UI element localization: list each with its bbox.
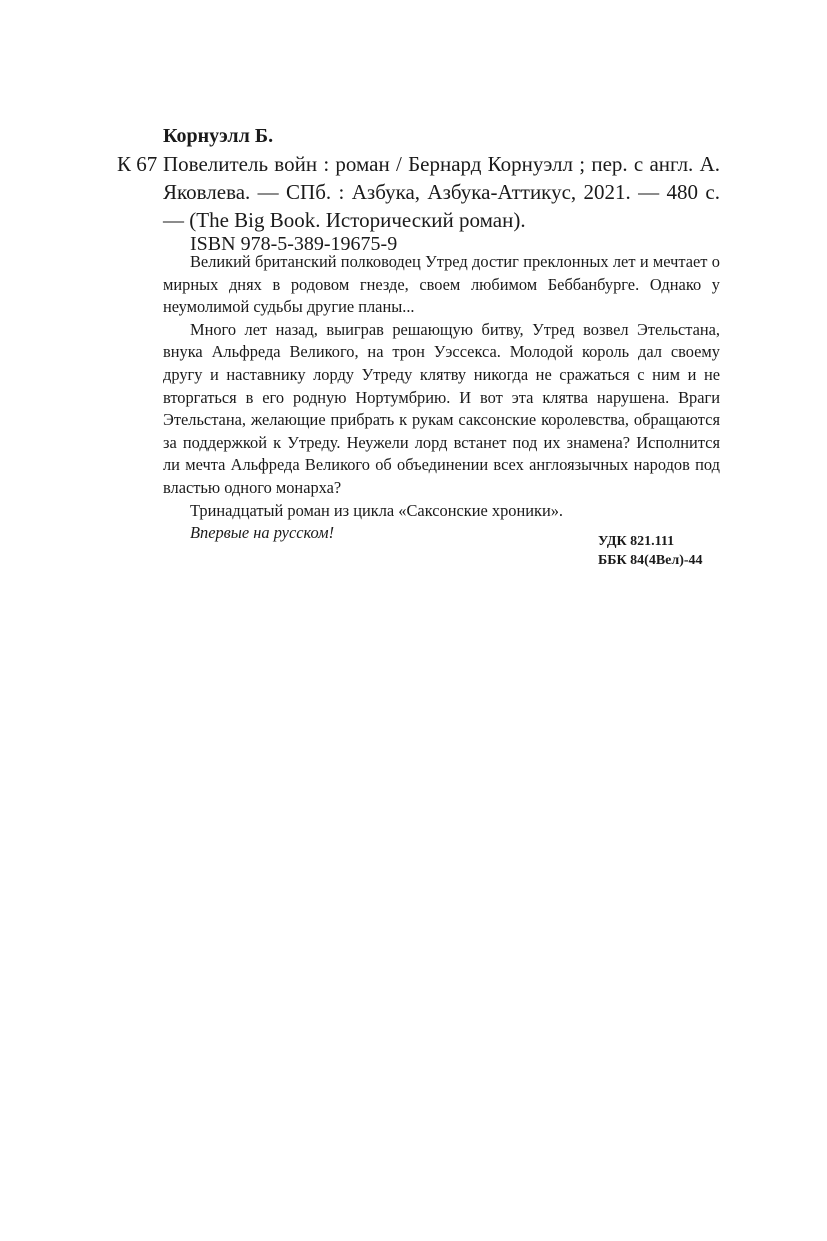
annotation-block (163, 251, 720, 545)
author-mark-code: К 67 (117, 152, 158, 176)
author-heading: Корнуэлл Б. (163, 125, 274, 147)
annotation-paragraph-3: Тринадцатый роман из цикла «Саксонские хроники». (190, 500, 564, 520)
annotation-paragraph-1: Великий британский полководец Утред достиг преклонных лет и мечтает о мирных днях в родовом гнезде, своем любимом Беббанбурге. Однако у неумолимой судьбы другие планы... (163, 252, 720, 317)
annotation-first-in-russian: Впервые на русском! (190, 523, 335, 543)
classification-codes (598, 532, 703, 570)
bibliographic-description: Повелитель войн : роман / Бернард Корнуэлл ; пер. с англ. А. Яковлева. — СПб. : Азбука, Азбука-Аттикус, 2021. — 480 с. — (The Big Book. Исторический роман). (163, 152, 720, 232)
isbn-number: ISBN 978-5-389-19675-9 (190, 233, 398, 255)
bbk-code: ББК 84(4Вел)-44 (598, 553, 703, 568)
udk-code: УДК 821.111 (598, 534, 675, 549)
annotation-paragraph-2: Много лет назад, выиграв решающую битву, Утред возвел Этельстана, внука Альфреда Великого, на трон Уэссекса. Молодой король дал своему другу и наставнику лорду Утреду клятву никогда не сражаться с ним и не вторгаться в его родную Нортумбрию. И вот эта клятва нарушена. Враги Этельстана, желающие прибрать к рукам саксонские королевства, обращаются за поддержкой к Утреду. Неужели лорд встанет под их знамена? Исполнится ли мечта Альфреда Великого об объединении всех англоязычных народов под властью одного монарха? (163, 319, 720, 497)
